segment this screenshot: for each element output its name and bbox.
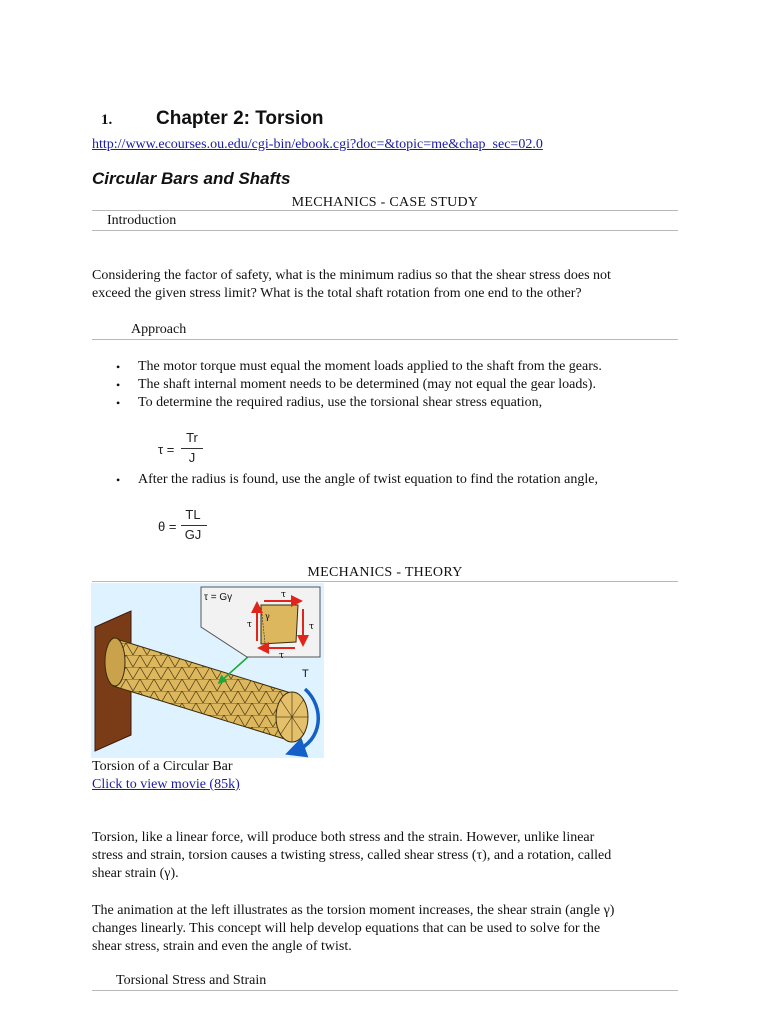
chapter-number: 1. xyxy=(101,112,113,128)
torque-label: T xyxy=(302,668,309,680)
section-title: Circular Bars and Shafts xyxy=(92,169,291,188)
introduction-label: Introduction xyxy=(107,213,177,228)
animation-paragraph: The animation at the left illustrates as the torsion moment increases, the shear strain (angle γ) changes linearly. This concept will help develop equations that can be used to solve for the shear stress, strain and even the angle of twist. xyxy=(92,903,615,954)
shear-stress-equation: τ = Tr J xyxy=(158,430,238,470)
case-study-heading: MECHANICS - CASE STUDY xyxy=(291,195,479,210)
divider xyxy=(92,581,678,582)
svg-text:τ: τ xyxy=(281,590,286,600)
view-movie-link[interactable]: Click to view movie (85k) xyxy=(92,777,240,792)
divider xyxy=(92,210,678,211)
torsion-figure xyxy=(91,583,324,758)
approach-list xyxy=(92,358,602,412)
subsection-title: Torsional Stress and Strain xyxy=(116,973,267,988)
svg-text:τ: τ xyxy=(279,651,284,661)
divider xyxy=(92,339,678,340)
divider xyxy=(92,990,678,991)
figure-caption: Torsion of a Circular Bar xyxy=(92,759,233,774)
list-item: • After the radius is found, use the angle of twist equation to find the rotation angle, xyxy=(116,472,598,487)
inset-formula: τ = Gγ xyxy=(204,592,233,603)
question-line: exceed the given stress limit? What is the total shaft rotation from one end to the other? xyxy=(92,286,582,301)
torsion-paragraph: Torsion, like a linear force, will produce both stress and the strain. However, unlike linear stress and strain, torsion causes a twisting stress, called shear stress (τ), and a rotation, called shear strain (γ). xyxy=(92,830,612,881)
list-item: • The motor torque must equal the moment loads applied to the shaft from the gears. xyxy=(116,359,602,374)
approach-label: Approach xyxy=(131,322,187,337)
angle-of-twist-equation: θ = TL GJ xyxy=(158,507,248,547)
svg-text:τ: τ xyxy=(247,620,252,630)
list-item: • The shaft internal moment needs to be determined (may not equal the gear loads). xyxy=(116,377,596,392)
question-line: Considering the factor of safety, what is the minimum radius so that the shear stress does not xyxy=(92,268,611,283)
list-item: • To determine the required radius, use the torsional shear stress equation, xyxy=(116,395,543,410)
approach-list-continued xyxy=(92,471,598,489)
chapter-title: Chapter 2: Torsion xyxy=(156,108,324,129)
divider xyxy=(92,230,678,231)
strained-element xyxy=(261,605,298,644)
chapter-url-link[interactable]: http://www.ecourses.ou.edu/cgi-bin/ebook.cgi?doc=&topic=me&chap_sec=02.0 xyxy=(92,137,543,152)
theory-heading: MECHANICS - THEORY xyxy=(307,565,463,580)
question-paragraph xyxy=(92,267,611,303)
svg-text:τ: τ xyxy=(309,622,314,632)
svg-text:γ: γ xyxy=(265,612,270,621)
